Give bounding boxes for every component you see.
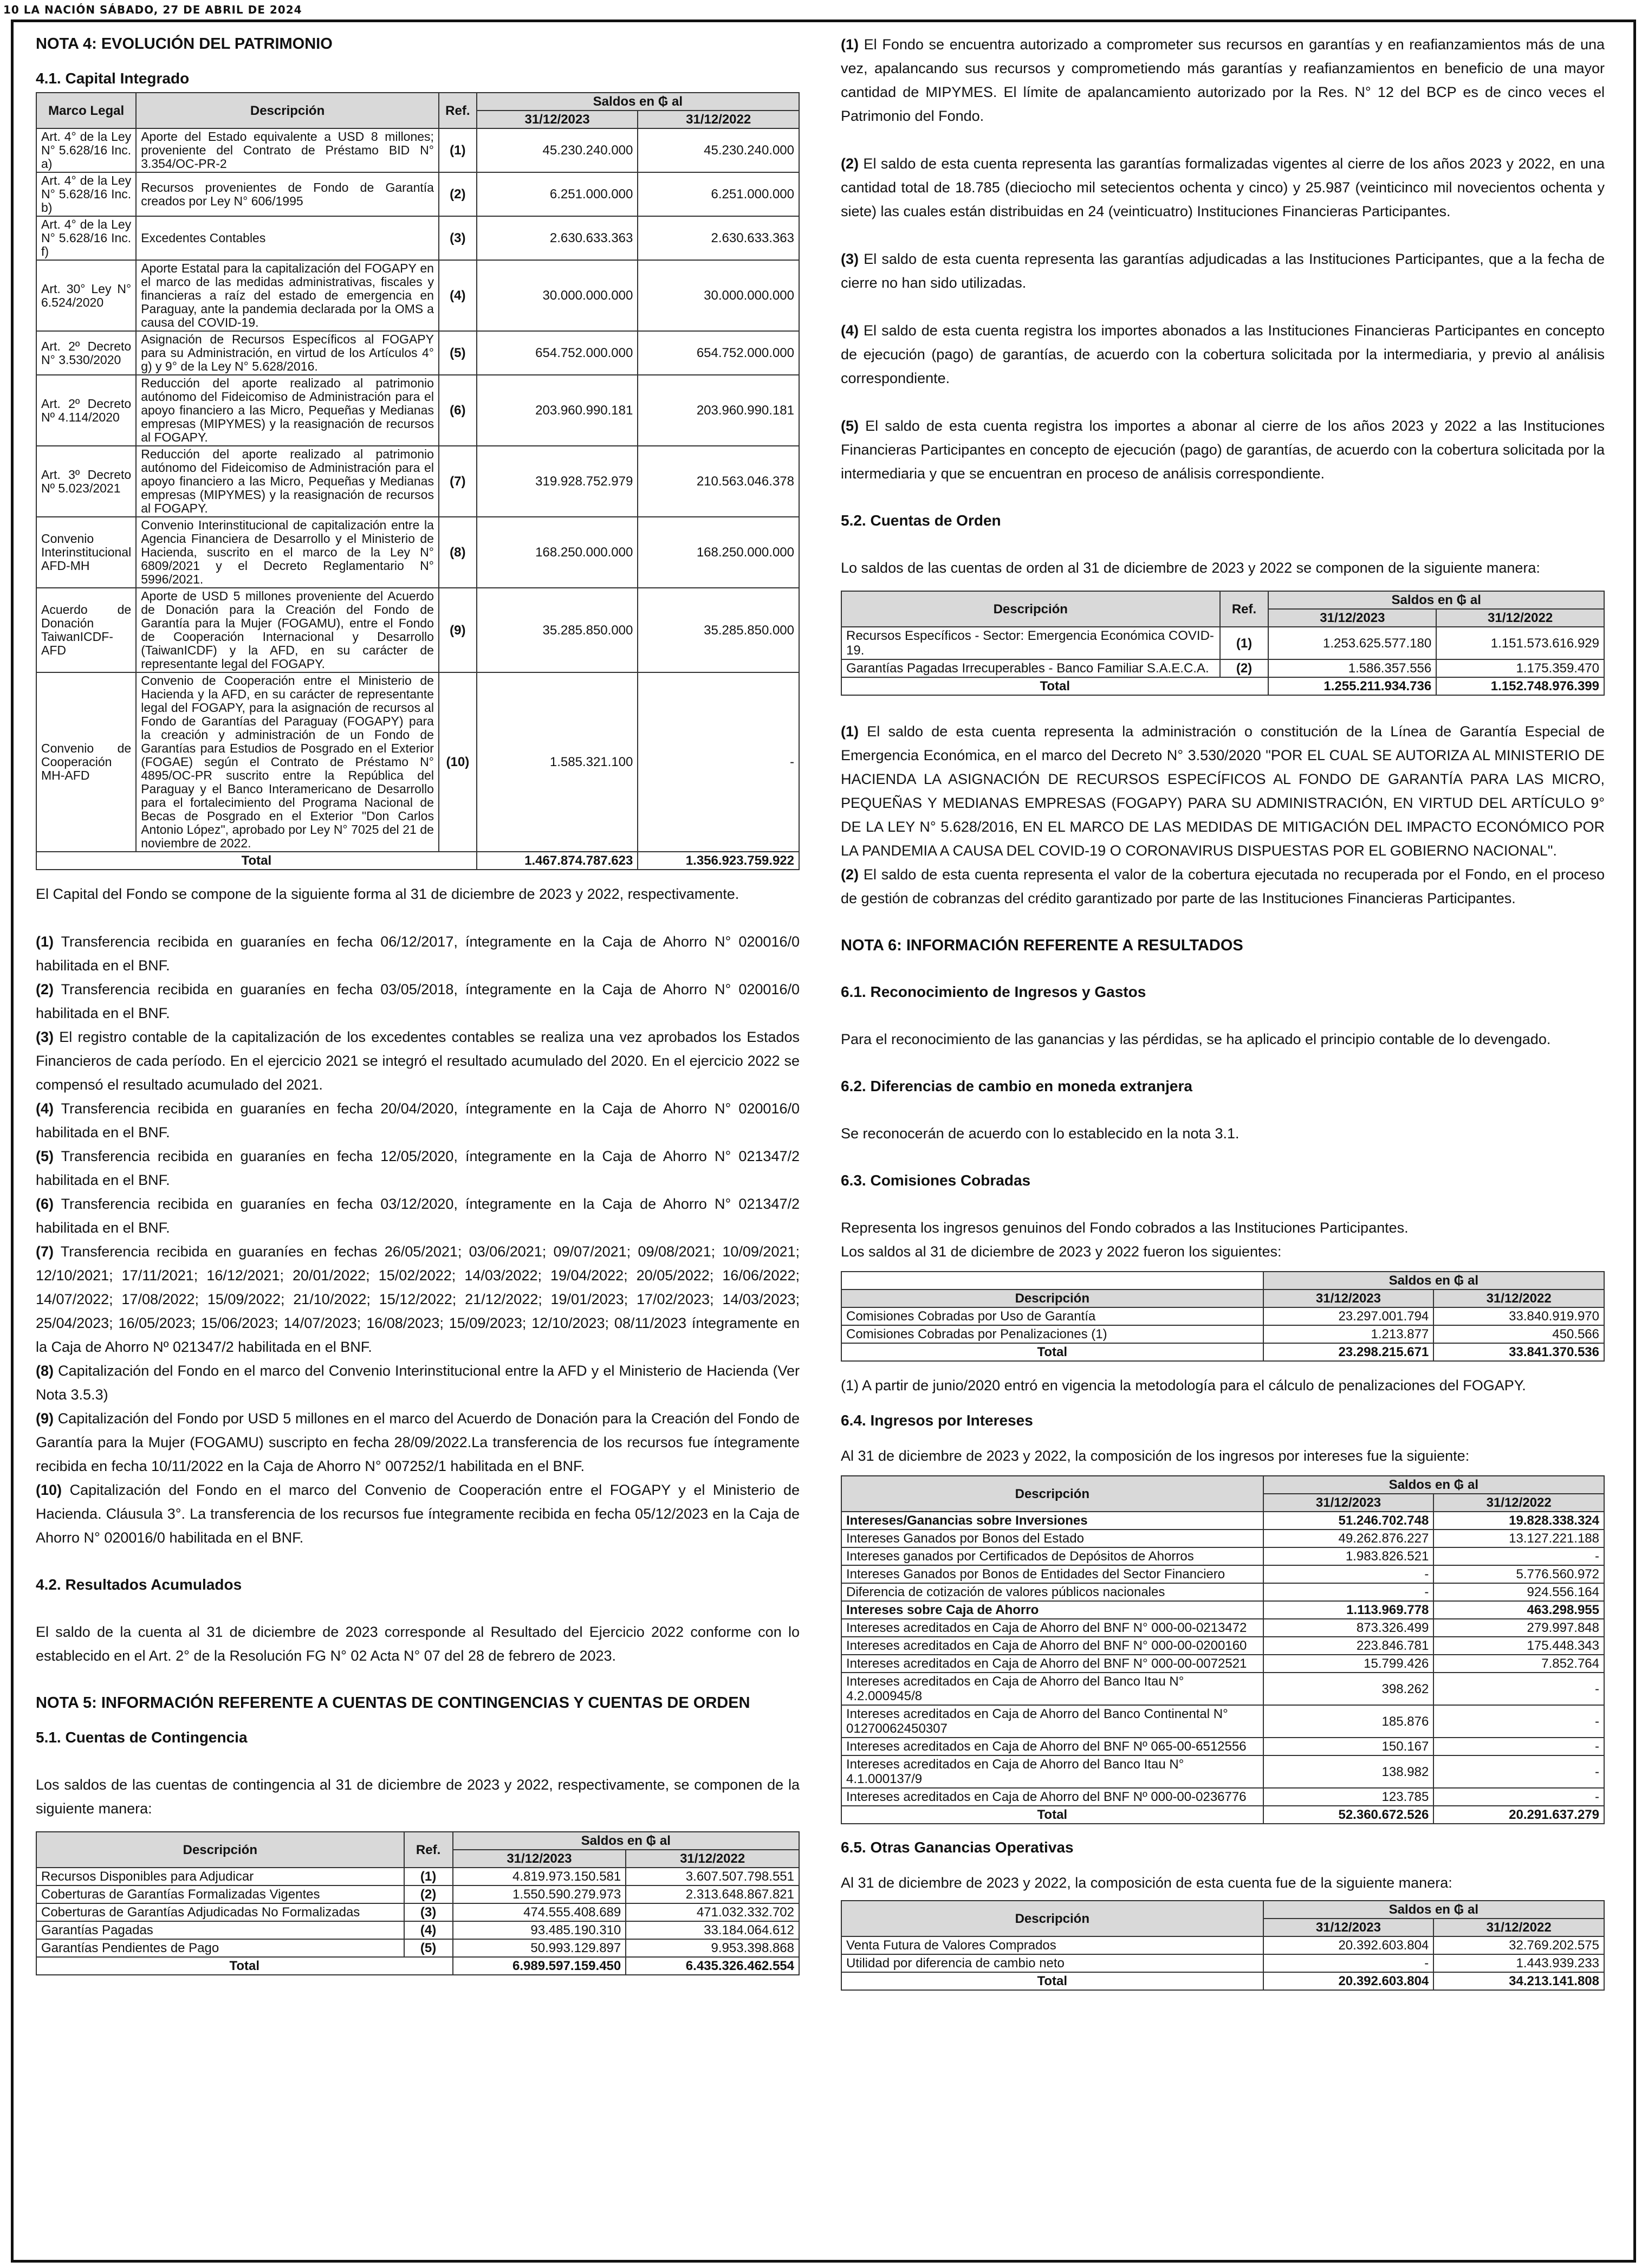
value-2023-cell: 223.846.781	[1263, 1637, 1434, 1655]
th-date-2023: 31/12/2023	[1263, 1289, 1434, 1307]
total-2023: 1.255.211.934.736	[1268, 677, 1436, 695]
value-2023-cell: 2.630.633.363	[477, 216, 638, 260]
table-row	[36, 331, 799, 375]
value-2022-cell: 13.127.221.188	[1433, 1530, 1604, 1547]
th-desc: Descripción	[841, 1901, 1263, 1936]
s52-title: 5.2. Cuentas de Orden	[841, 512, 1001, 529]
description-cell: Coberturas de Garantías Formalizadas Vigentes	[36, 1885, 404, 1903]
th-saldos: Saldos en ₲ al	[1268, 591, 1604, 609]
value-2022-cell: 168.250.000.000	[638, 517, 799, 588]
orden-note-1	[841, 720, 1605, 863]
table-row	[841, 1325, 1604, 1343]
value-2023-cell: 319.928.752.979	[477, 446, 638, 517]
description-cell: Intereses Ganados por Bonos del Estado	[841, 1530, 1263, 1547]
note-text: El saldo de esta cuenta representa las garantías adjudicadas a las Instituciones Participantes, que a la fecha de cierre no han sido utilizadas.	[841, 251, 1605, 291]
s62-text: Se reconocerán de acuerdo con lo establecido en la nota 3.1.	[841, 1125, 1240, 1142]
value-2022-cell: 2.630.633.363	[638, 216, 799, 260]
description-cell: Intereses ganados por Certificados de Depósitos de Ahorros	[841, 1547, 1263, 1565]
value-2022-cell: 30.000.000.000	[638, 260, 799, 331]
th-ref: Ref.	[439, 93, 477, 128]
th-date-2022: 31/12/2022	[1436, 609, 1604, 627]
value-2023-cell: 15.799.426	[1263, 1655, 1434, 1673]
ref-cell: (3)	[404, 1903, 453, 1921]
note-ref: (10)	[36, 1482, 62, 1498]
ref-cell: (4)	[404, 1921, 453, 1939]
table-row	[841, 1637, 1604, 1655]
description-cell: Coberturas de Garantías Adjudicadas No Formalizadas	[36, 1903, 404, 1921]
nota5-title: NOTA 5: INFORMACIÓN REFERENTE A CUENTAS DE CONTINGENCIAS Y CUENTAS DE ORDEN	[36, 1694, 750, 1712]
th-saldos: Saldos en ₲ al	[477, 93, 799, 111]
table-row	[36, 1868, 799, 1885]
description-cell: Intereses Ganados por Bonos de Entidades del Sector Financiero	[841, 1565, 1263, 1583]
ref-cell: (5)	[404, 1939, 453, 1957]
value-2022-cell: 203.960.990.181	[638, 375, 799, 446]
description-cell: Comisiones Cobradas por Penalizaciones (1)	[841, 1325, 1263, 1343]
value-2022-cell: -	[1433, 1673, 1604, 1705]
value-2022-cell: -	[1433, 1788, 1604, 1806]
total-label: Total	[36, 852, 477, 870]
description-cell: Intereses acreditados en Caja de Ahorro del BNF Nº 065-00-6512556	[841, 1738, 1263, 1755]
note-item	[841, 319, 1605, 390]
note-text: Transferencia recibida en guaraníes en fecha 20/04/2020, íntegramente en la Caja de Ahorro N° 020016/0 habilitada en el BNF.	[36, 1100, 800, 1141]
marco-legal-cell: Art. 4° de la Ley N° 5.628/16 Inc. b)	[36, 172, 136, 216]
s62-title: 6.2. Diferencias de cambio en moneda extranjera	[841, 1078, 1192, 1094]
total-label: Total	[841, 1343, 1263, 1361]
s63-note: (1) A partir de junio/2020 entró en vigencia la metodología para el cálculo de penalizaciones del FOGAPY.	[841, 1377, 1526, 1394]
value-2023-cell: 474.555.408.689	[453, 1903, 626, 1921]
value-2022-cell: 19.828.338.324	[1433, 1512, 1604, 1530]
value-2022-cell: -	[1433, 1705, 1604, 1738]
table-row	[841, 627, 1604, 659]
note-ref: (4)	[841, 322, 859, 339]
description-cell: Intereses sobre Caja de Ahorro	[841, 1601, 1263, 1619]
th-ref: Ref.	[404, 1832, 453, 1868]
table-row	[36, 1939, 799, 1957]
marco-legal-cell: Convenio Interinstitucional AFD-MH	[36, 517, 136, 588]
ref-cell: (8)	[439, 517, 477, 588]
total-label: Total	[36, 1957, 453, 1975]
description-cell: Intereses acreditados en Caja de Ahorro del Banco Continental N° 01270062450307	[841, 1705, 1263, 1738]
description-cell: Garantías Pagadas	[36, 1921, 404, 1939]
description-cell: Reducción del aporte realizado al patrimonio autónomo del Fideicomiso de Administración para el apoyo financiero a las Micro, Pequeñas y Medianas empresas (MIPYMES) y la reasignación de recursos al FOGAPY.	[136, 375, 439, 446]
ref-cell: (9)	[439, 588, 477, 672]
note-text: Transferencia recibida en guaraníes en fecha 03/12/2020, íntegramente en la Caja de Ahorro N° 021347/2 habilitada en el BNF.	[36, 1196, 800, 1236]
note-text: Capitalización del Fondo en el marco del Convenio Interinstitucional entre la AFD y el Ministerio de Hacienda (Ver Nota 3.5.3)	[36, 1363, 800, 1403]
intereses-table	[841, 1475, 1605, 1824]
note-ref: (3)	[36, 1029, 54, 1045]
description-cell: Asignación de Recursos Específicos al FOGAPY para su Administración, en virtud de los Artículos 4° g) y 9° de la Ley N° 5.628/2016.	[136, 331, 439, 375]
note-ref: (1)	[36, 934, 54, 950]
th-desc: Descripción	[841, 1289, 1263, 1307]
value-2023-cell: -	[1263, 1565, 1434, 1583]
note-text: El saldo de esta cuenta representa el valor de la cobertura ejecutada no recuperada por el Fondo, en el proceso de gestión de cobranzas del crédito garantizado por parte de las Instituciones Financieras Participantes.	[841, 866, 1605, 906]
description-cell: Intereses acreditados en Caja de Ahorro del BNF N° 000-00-0072521	[841, 1655, 1263, 1673]
description-cell: Comisiones Cobradas por Uso de Garantía	[841, 1307, 1263, 1325]
description-cell: Intereses acreditados en Caja de Ahorro del BNF N° 000-00-0213472	[841, 1619, 1263, 1637]
description-cell: Reducción del aporte realizado al patrimonio autónomo del Fideicomiso de Administración para el apoyo financiero a las Micro, Pequeñas y Medianas empresas (MIPYMES) y la reasignación de recursos al FOGAPY.	[136, 446, 439, 517]
marco-legal-cell: Acuerdo de Donación TaiwanICDF-AFD	[36, 588, 136, 672]
value-2023-cell: 1.586.357.556	[1268, 659, 1436, 677]
s61-text: Para el reconocimiento de las ganancias y las pérdidas, se ha aplicado el principio contable de lo devengado.	[841, 1031, 1551, 1047]
note-item	[36, 1144, 800, 1192]
note-ref: (2)	[36, 981, 54, 997]
note-text: El saldo de esta cuenta registra los importes abonados a las Instituciones Financieras Participantes en concepto de ejecución (pago) de garantías, de acuerdo con la cobertura solicitada por la intermediaria, y previo al análisis correspondiente.	[841, 322, 1605, 386]
ref-cell: (1)	[404, 1868, 453, 1885]
value-2022-cell: 1.151.573.616.929	[1436, 627, 1604, 659]
th-date-2022: 31/12/2022	[626, 1850, 799, 1868]
description-cell: Aporte del Estado equivalente a USD 8 millones; proveniente del Contrato de Préstamo BID N° 3.354/OC-PR-2	[136, 128, 439, 172]
total-2023: 23.298.215.671	[1263, 1343, 1434, 1361]
table-row	[36, 672, 799, 852]
total-label: Total	[841, 677, 1268, 695]
description-cell: Excedentes Contables	[136, 216, 439, 260]
total-2022: 34.213.141.808	[1433, 1972, 1604, 1990]
th-ref: Ref.	[1220, 591, 1269, 627]
table-row	[841, 1655, 1604, 1673]
total-2022: 1.356.923.759.922	[638, 852, 799, 870]
value-2022-cell: 7.852.764	[1433, 1655, 1604, 1673]
description-cell: Diferencia de cotización de valores públicos nacionales	[841, 1583, 1263, 1601]
table-row	[36, 517, 799, 588]
description-cell: Garantías Pendientes de Pago	[36, 1939, 404, 1957]
th-date-2022: 31/12/2022	[1433, 1289, 1604, 1307]
th-marco: Marco Legal	[36, 93, 136, 128]
note-ref: (5)	[36, 1148, 54, 1164]
s61-title: 6.1. Reconocimiento de Ingresos y Gastos	[841, 983, 1146, 1000]
note-item	[36, 1359, 800, 1407]
note-ref: (9)	[36, 1410, 54, 1427]
note-text: Transferencia recibida en guaraníes en fecha 03/05/2018, íntegramente en la Caja de Ahorro N° 020016/0 habilitada en el BNF.	[36, 981, 800, 1021]
s51-title: 5.1. Cuentas de Contingencia	[36, 1729, 248, 1746]
s63-text-2: Los saldos al 31 de diciembre de 2023 y 2022 fueron los siguientes:	[841, 1243, 1282, 1260]
note-item	[841, 152, 1605, 223]
value-2023-cell: 123.785	[1263, 1788, 1434, 1806]
s41-title: 4.1. Capital Integrado	[36, 70, 190, 87]
note-ref: (1)	[841, 723, 859, 740]
s52-text: Lo saldos de las cuentas de orden al 31 de diciembre de 2023 y 2022 se componen de la siguiente manera:	[841, 560, 1540, 576]
table-row	[841, 1738, 1604, 1755]
th-saldos: Saldos en ₲ al	[1263, 1476, 1604, 1494]
description-cell: Aporte de USD 5 millones proveniente del Acuerdo de Donación para la Creación del Fondo de Garantía para la Mujer (FOGAMU), entre el Fondo de Cooperación Internacional y Desarrollo (TaiwanICDF) y la AFD, en su carácter de representante legal del FOGAPY.	[136, 588, 439, 672]
description-cell: Utilidad por diferencia de cambio neto	[841, 1954, 1263, 1972]
s64-title: 6.4. Ingresos por Intereses	[841, 1412, 1033, 1429]
s65-text: Al 31 de diciembre de 2023 y 2022, la composición de esta cuenta fue de la siguiente manera:	[841, 1875, 1452, 1891]
value-2023-cell: 1.585.321.100	[477, 672, 638, 852]
s64-text: Al 31 de diciembre de 2023 y 2022, la composición de los ingresos por intereses fue la siguiente:	[841, 1448, 1470, 1464]
table-row	[36, 216, 799, 260]
value-2023-cell: 6.251.000.000	[477, 172, 638, 216]
otras-ganancias-table	[841, 1900, 1605, 1991]
s63-title: 6.3. Comisiones Cobradas	[841, 1172, 1031, 1189]
table-row	[841, 1583, 1604, 1601]
note-item	[841, 247, 1605, 295]
table-row	[36, 446, 799, 517]
capital-intro: El Capital del Fondo se compone de la siguiente forma al 31 de diciembre de 2023 y 2022, respectivamente.	[36, 886, 739, 902]
value-2022-cell: 1.443.939.233	[1433, 1954, 1604, 1972]
note-text: El Fondo se encuentra autorizado a comprometer sus recursos en garantías y en reafianzamientos más de una vez, apalancando sus recursos y comprometiendo más garantías y reafianzamientos en beneficio de una mayor cantidad de MIPYMES. El límite de apalancamiento autorizado por la Res. N° 12 del BCP es de cinco veces el Patrimonio del Fondo.	[841, 36, 1605, 124]
value-2022-cell: 210.563.046.378	[638, 446, 799, 517]
value-2023-cell: 20.392.603.804	[1263, 1936, 1434, 1954]
th-date-2023: 31/12/2023	[1263, 1919, 1434, 1936]
s42-title: 4.2. Resultados Acumulados	[36, 1576, 242, 1593]
value-2022-cell: 924.556.164	[1433, 1583, 1604, 1601]
value-2023-cell: -	[1263, 1954, 1434, 1972]
total-2022: 20.291.637.279	[1433, 1806, 1604, 1824]
table-row	[36, 172, 799, 216]
table-row	[841, 1512, 1604, 1530]
description-cell: Recursos Disponibles para Adjudicar	[36, 1868, 404, 1885]
value-2023-cell: -	[1263, 1583, 1434, 1601]
description-cell: Intereses acreditados en Caja de Ahorro del BNF Nº 000-00-0236776	[841, 1788, 1263, 1806]
value-2023-cell: 30.000.000.000	[477, 260, 638, 331]
capital-integrado-table	[36, 92, 800, 870]
marco-legal-cell: Art. 4° de la Ley N° 5.628/16 Inc. a)	[36, 128, 136, 172]
value-2022-cell: 279.997.848	[1433, 1619, 1604, 1637]
th-date-2022: 31/12/2022	[638, 111, 799, 128]
page-header: 10 LA NACIÓN SÁBADO, 27 DE ABRIL DE 2024	[3, 3, 302, 16]
ref-cell: (1)	[1220, 627, 1269, 659]
description-cell: Convenio de Cooperación entre el Ministerio de Hacienda y la AFD, en su carácter de representante legal del FOGAPY, para la asignación de recursos al Fondo de Garantías del Paraguay (FOGAPY) para la creación y administración de un Fondo de Garantías para Estudios de Posgrado en el Exterior (FOGAE) según el Contrato de Préstamo N° 4895/OC-PR suscrito entre la República del Paraguay y el Banco Interamericano de Desarrollo para el fortalecimiento del Programa Nacional de Becas de Posgrado en el Exterior "Don Carlos Antonio López", aprobado por Ley N° 7025 del 21 de noviembre de 2022.	[136, 672, 439, 852]
s63-text-1: Representa los ingresos genuinos del Fondo cobrados a las Instituciones Participantes.	[841, 1220, 1409, 1236]
value-2023-cell: 50.993.129.897	[453, 1939, 626, 1957]
value-2023-cell: 138.982	[1263, 1755, 1434, 1788]
note-item	[36, 1025, 800, 1097]
value-2023-cell: 873.326.499	[1263, 1619, 1434, 1637]
ref-cell: (10)	[439, 672, 477, 852]
marco-legal-cell: Art. 2º Decreto N° 3.530/2020	[36, 331, 136, 375]
table-row	[841, 1755, 1604, 1788]
th-date-2023: 31/12/2023	[477, 111, 638, 128]
th-date-2023: 31/12/2023	[1268, 609, 1436, 627]
value-2023-cell: 1.550.590.279.973	[453, 1885, 626, 1903]
nota4-title: NOTA 4: EVOLUCIÓN DEL PATRIMONIO	[36, 35, 333, 53]
table-row	[36, 128, 799, 172]
table-row	[841, 659, 1604, 677]
value-2023-cell: 654.752.000.000	[477, 331, 638, 375]
value-2023-cell: 1.113.969.778	[1263, 1601, 1434, 1619]
th-desc: Descripción	[36, 1832, 404, 1868]
value-2022-cell: 33.184.064.612	[626, 1921, 799, 1939]
value-2023-cell: 1.983.826.521	[1263, 1547, 1434, 1565]
note-ref: (8)	[36, 1363, 54, 1379]
description-cell: Garantías Pagadas Irrecuperables - Banco Familiar S.A.E.C.A.	[841, 659, 1220, 677]
th-saldos: Saldos en ₲ al	[453, 1832, 799, 1850]
ref-cell: (2)	[404, 1885, 453, 1903]
value-2022-cell: 1.175.359.470	[1436, 659, 1604, 677]
note-text: El registro contable de la capitalización de los excedentes contables se realiza una vez aprobados los Estados Financieros de cada período. En el ejercicio 2021 se integró el resultado acumulado del 2020. En el ejercicio 2022 se compensó el resultado acumulado del 2021.	[36, 1029, 800, 1093]
value-2022-cell: 450.566	[1433, 1325, 1604, 1343]
value-2023-cell: 185.876	[1263, 1705, 1434, 1738]
marco-legal-cell: Convenio de Cooperación MH-AFD	[36, 672, 136, 852]
table-row	[841, 1954, 1604, 1972]
value-2022-cell: -	[1433, 1738, 1604, 1755]
ref-cell: (6)	[439, 375, 477, 446]
value-2022-cell: 2.313.648.867.821	[626, 1885, 799, 1903]
ref-cell: (5)	[439, 331, 477, 375]
th-saldos: Saldos en ₲ al	[1263, 1272, 1604, 1289]
value-2022-cell: -	[638, 672, 799, 852]
description-cell: Intereses acreditados en Caja de Ahorro del Banco Itau N° 4.1.000137/9	[841, 1755, 1263, 1788]
total-2022: 33.841.370.536	[1433, 1343, 1604, 1361]
note-text: El saldo de esta cuenta representa las garantías formalizadas vigentes al cierre de los años 2023 y 2022, en una cantidad total de 18.785 (dieciocho mil setecientos ochenta y cinco) y 25.987 (veinticinco mil novecientos ochenta y siete) las cuales están distribuidas en 24 (veinticuatro) Instituciones Financieras Participantes.	[841, 155, 1605, 219]
total-2023: 1.467.874.787.623	[477, 852, 638, 870]
note-text: Transferencia recibida en guaraníes en fecha 12/05/2020, íntegramente en la Caja de Ahorro N° 021347/2 habilitada en el BNF.	[36, 1148, 800, 1188]
total-2023: 6.989.597.159.450	[453, 1957, 626, 1975]
value-2023-cell: 203.960.990.181	[477, 375, 638, 446]
note-text: Transferencia recibida en guaraníes en fecha 06/12/2017, íntegramente en la Caja de Ahorro N° 020016/0 habilitada en el BNF.	[36, 934, 800, 974]
contingencia-notes	[841, 33, 1605, 485]
value-2022-cell: 175.448.343	[1433, 1637, 1604, 1655]
table-row	[841, 1619, 1604, 1637]
left-column	[36, 33, 800, 1975]
table-row	[36, 375, 799, 446]
value-2022-cell: 463.298.955	[1433, 1601, 1604, 1619]
total-2022: 6.435.326.462.554	[626, 1957, 799, 1975]
note-item	[36, 1407, 800, 1478]
table-row	[36, 260, 799, 331]
table-row	[841, 1705, 1604, 1738]
value-2023-cell: 23.297.001.794	[1263, 1307, 1434, 1325]
value-2023-cell: 168.250.000.000	[477, 517, 638, 588]
orden-note-2	[841, 863, 1605, 910]
note-ref: (7)	[36, 1243, 54, 1260]
th-desc: Descripción	[841, 1476, 1263, 1512]
value-2023-cell: 49.262.876.227	[1263, 1530, 1434, 1547]
s51-text: Los saldos de las cuentas de contingencia al 31 de diciembre de 2023 y 2022, respectivamente, se componen de la siguiente manera:	[36, 1777, 800, 1817]
description-cell: Intereses/Ganancias sobre Inversiones	[841, 1512, 1263, 1530]
note-ref: (4)	[36, 1100, 54, 1117]
table-row	[841, 1936, 1604, 1954]
note-item	[36, 930, 800, 977]
value-2023-cell: 93.485.190.310	[453, 1921, 626, 1939]
description-cell: Convenio Interinstitucional de capitalización entre la Agencia Financiera de Desarrollo y el Ministerio de Hacienda, suscrito en el marco de la Ley N° 6809/2021 y el Decreto Reglamentario N° 5996/2021.	[136, 517, 439, 588]
th-date-2022: 31/12/2022	[1433, 1494, 1604, 1512]
value-2023-cell: 150.167	[1263, 1738, 1434, 1755]
ref-cell: (7)	[439, 446, 477, 517]
marco-legal-cell: Art. 2º Decreto Nº 4.114/2020	[36, 375, 136, 446]
value-2022-cell: 5.776.560.972	[1433, 1565, 1604, 1583]
description-cell: Recursos Específicos - Sector: Emergencia Económica COVID-19.	[841, 627, 1220, 659]
value-2022-cell: 471.032.332.702	[626, 1903, 799, 1921]
note-ref: (3)	[841, 251, 859, 267]
table-row	[36, 1885, 799, 1903]
value-2023-cell: 398.262	[1263, 1673, 1434, 1705]
contingencia-table	[36, 1831, 800, 1975]
total-2023: 52.360.672.526	[1263, 1806, 1434, 1824]
note-text: Capitalización del Fondo en el marco del Convenio de Cooperación entre el FOGAPY y el Ministerio de Hacienda. Cláusula 3°. La transferencia de los recursos fue íntegramente recibida en fecha 05/12/2023 en la Caja de Ahorro N° 020016/0 habilitada en el BNF.	[36, 1482, 800, 1546]
value-2022-cell: 35.285.850.000	[638, 588, 799, 672]
ref-cell: (4)	[439, 260, 477, 331]
note-item	[36, 1478, 800, 1550]
table-row	[841, 1788, 1604, 1806]
value-2023-cell: 45.230.240.000	[477, 128, 638, 172]
description-cell: Intereses acreditados en Caja de Ahorro del BNF N° 000-00-0200160	[841, 1637, 1263, 1655]
table-row	[841, 1565, 1604, 1583]
note-ref: (6)	[36, 1196, 54, 1212]
value-2022-cell: 6.251.000.000	[638, 172, 799, 216]
note-text: El saldo de esta cuenta registra los importes a abonar al cierre de los años 2023 y 2022 a las Instituciones Financieras Participantes en concepto de ejecución (pago) de garantías, de acuerdo con la cobertura solicitada por la intermediaria y que se encuentran en proceso de análisis correspondiente.	[841, 418, 1605, 482]
total-label: Total	[841, 1972, 1263, 1990]
s42-text: El saldo de la cuenta al 31 de diciembre de 2023 corresponde al Resultado del Ejercicio 2022 conforme con lo establecido en el Art. 2° de la Resolución FG N° 02 Acta N° 07 del 28 de febrero de 2023.	[36, 1624, 800, 1664]
value-2022-cell: 9.953.398.868	[626, 1939, 799, 1957]
table-row	[36, 1921, 799, 1939]
description-cell: Recursos provenientes de Fondo de Garantía creados por Ley N° 606/1995	[136, 172, 439, 216]
note-ref: (5)	[841, 418, 859, 434]
note-ref: (2)	[841, 866, 859, 883]
th-saldos: Saldos en ₲ al	[1263, 1901, 1604, 1919]
value-2022-cell: -	[1433, 1547, 1604, 1565]
value-2023-cell: 1.213.877	[1263, 1325, 1434, 1343]
value-2023-cell: 4.819.973.150.581	[453, 1868, 626, 1885]
comisiones-table	[841, 1271, 1605, 1362]
ref-cell: (1)	[439, 128, 477, 172]
description-cell: Venta Futura de Valores Comprados	[841, 1936, 1263, 1954]
note-item	[841, 33, 1605, 128]
value-2022-cell: 45.230.240.000	[638, 128, 799, 172]
th-desc: Descripción	[841, 591, 1220, 627]
note-text: Transferencia recibida en guaraníes en fechas 26/05/2021; 03/06/2021; 09/07/2021; 09/08/2021; 10/09/2021; 12/10/2021; 17/11/2021; 16/12/2021; 20/01/2022; 15/02/2022; 14/03/2022; 19/04/2022; 20/05/2022; 16/06/2022; 14/07/2022; 17/08/2022; 15/09/2022; 21/10/2022; 15/12/2022; 21/12/2022; 19/01/2023; 17/02/2023; 14/03/2023; 25/04/2023; 16/05/2023; 15/06/2023; 14/07/2023; 16/08/2023; 15/09/2023; 12/10/2023; 08/11/2023 íntegramente en la Caja de Ahorro Nº 021347/2 habilitada en el BNF.	[36, 1243, 800, 1355]
s65-title: 6.5. Otras Ganancias Operativas	[841, 1839, 1074, 1856]
th-date-2023: 31/12/2023	[1263, 1494, 1434, 1512]
th-date-2023: 31/12/2023	[453, 1850, 626, 1868]
marco-legal-cell: Art. 4° de la Ley N° 5.628/16 Inc. f)	[36, 216, 136, 260]
note-ref: (1)	[841, 36, 859, 53]
description-cell: Intereses acreditados en Caja de Ahorro del Banco Itau N° 4.2.000945/8	[841, 1673, 1263, 1705]
value-2022-cell: 33.840.919.970	[1433, 1307, 1604, 1325]
description-cell: Aporte Estatal para la capitalización del FOGAPY en el marco de las medidas administrativas, fiscales y financieras a raíz del estado de emergencia en Paraguay, ante la pandemia declarada por la OMS a causa del COVID-19.	[136, 260, 439, 331]
value-2022-cell: -	[1433, 1755, 1604, 1788]
note-item	[36, 977, 800, 1025]
table-row	[841, 1307, 1604, 1325]
note-item	[36, 1097, 800, 1144]
ref-cell: (3)	[439, 216, 477, 260]
ref-cell: (2)	[1220, 659, 1269, 677]
value-2023-cell: 35.285.850.000	[477, 588, 638, 672]
table-row	[841, 1530, 1604, 1547]
th-date-2022: 31/12/2022	[1433, 1919, 1604, 1936]
note-text: El saldo de esta cuenta representa la administración o constitución de la Línea de Garantía Especial de Emergencia Económica, en el marco del Decreto N° 3.530/2020 "POR EL CUAL SE AUTORIZA AL MINISTERIO DE HACIENDA LA ASIGNACIÓN DE RECURSOS ESPECÍFICOS AL FONDO DE GARANTÍA PARA LAS MICRO, PEQUEÑAS Y MEDIANAS EMPRESAS (FOGAPY) PARA SU ADMINISTRACIÓN, EN VIRTUD DEL ARTÍCULO 9° DE LA LEY N° 5.628/2016, EN EL MARCO DE LAS MEDIDAS DE MITIGACIÓN DEL IMPACTO ECONÓMICO POR LA PANDEMIA A CAUSA DEL COVID-19 O CORONAVIRUS DISPUESTAS POR EL GOBIERNO NACIONAL".	[841, 723, 1605, 859]
table-row	[36, 1903, 799, 1921]
total-label: Total	[841, 1806, 1263, 1824]
value-2022-cell: 654.752.000.000	[638, 331, 799, 375]
value-2022-cell: 32.769.202.575	[1433, 1936, 1604, 1954]
total-2022: 1.152.748.976.399	[1436, 677, 1604, 695]
th-desc: Descripción	[136, 93, 439, 128]
cuentas-orden-table	[841, 591, 1605, 696]
marco-legal-cell: Art. 3º Decreto Nº 5.023/2021	[36, 446, 136, 517]
value-2023-cell: 1.253.625.577.180	[1268, 627, 1436, 659]
note-text: Capitalización del Fondo por USD 5 millones en el marco del Acuerdo de Donación para la Creación del Fondo de Garantía para la Mujer (FOGAMU) suscripto en fecha 28/09/2022.La transferencia de los recursos fue íntegramente recibida en fecha 10/11/2022 en la Caja de Ahorro N° 007252/1 habilitada en el BNF.	[36, 1410, 800, 1474]
note-item	[841, 414, 1605, 485]
table-row	[36, 588, 799, 672]
value-2023-cell: 51.246.702.748	[1263, 1512, 1434, 1530]
table-row	[841, 1601, 1604, 1619]
note-ref: (2)	[841, 155, 859, 172]
note-item	[36, 1240, 800, 1359]
nota6-title: NOTA 6: INFORMACIÓN REFERENTE A RESULTADOS	[841, 937, 1243, 954]
total-2023: 20.392.603.804	[1263, 1972, 1434, 1990]
capital-notes	[36, 930, 800, 1550]
ref-cell: (2)	[439, 172, 477, 216]
value-2022-cell: 3.607.507.798.551	[626, 1868, 799, 1885]
table-row	[841, 1673, 1604, 1705]
marco-legal-cell: Art. 30° Ley N° 6.524/2020	[36, 260, 136, 331]
table-row	[841, 1547, 1604, 1565]
right-column	[841, 33, 1605, 1991]
note-item	[36, 1192, 800, 1240]
